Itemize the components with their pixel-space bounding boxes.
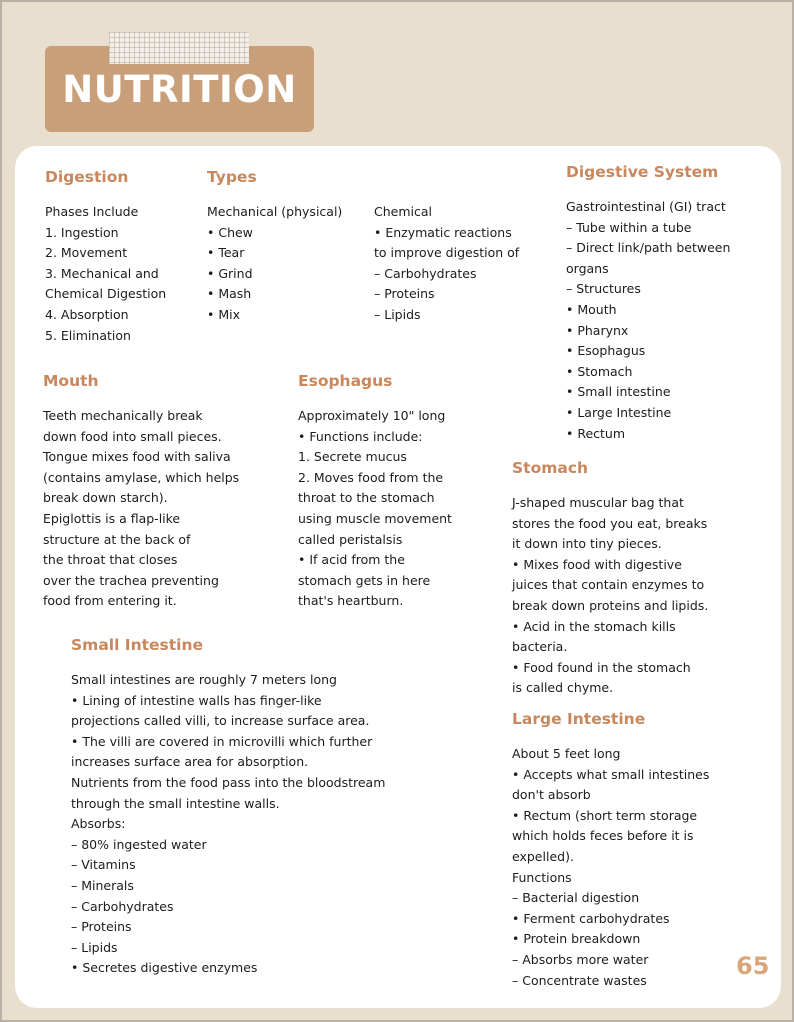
text-line: • Small intestine xyxy=(566,384,671,400)
text-line: • Acid in the stomach kills xyxy=(512,618,676,634)
text-line: – Proteins xyxy=(374,286,435,302)
text-line: 2. Moves food from the xyxy=(298,469,444,485)
text-line: to improve digestion of xyxy=(374,245,520,261)
text-line: is called chyme. xyxy=(512,680,614,696)
text-line: using muscle movement xyxy=(298,510,452,526)
text-line: 2. Movement xyxy=(45,245,128,261)
text-line: that's heartburn. xyxy=(298,593,404,609)
text-line: • Lining of intestine walls has finger-like xyxy=(71,692,322,708)
large-intestine-section xyxy=(512,710,709,991)
text-line: • Pharynx xyxy=(566,322,629,338)
text-line: • Mix xyxy=(207,306,241,322)
text-line: • Grind xyxy=(207,265,253,281)
text-line: it down into tiny pieces. xyxy=(512,536,662,552)
text-line: • Accepts what small intestines xyxy=(512,766,710,782)
text-line: over the trachea preventing xyxy=(43,572,219,588)
text-line: Chemical xyxy=(374,204,432,219)
text-line: 5. Elimination xyxy=(45,327,131,343)
text-line: • Enzymatic reactions xyxy=(374,224,512,240)
text-line: • Stomach xyxy=(566,363,633,379)
stomach-section xyxy=(512,459,708,699)
digestion-section xyxy=(45,168,166,346)
text-line: Teeth mechanically break xyxy=(43,408,203,423)
text-line: Nutrients from the food pass into the bloodstream xyxy=(71,774,386,790)
types-mechanical-lines xyxy=(207,202,342,326)
text-line: • Functions include: xyxy=(298,428,423,444)
text-line: the throat that closes xyxy=(43,552,178,568)
text-line: • Rectum (short term storage xyxy=(512,807,698,823)
text-line: – Lipids xyxy=(71,939,118,955)
text-line: – Minerals xyxy=(71,877,134,893)
text-line: • Food found in the stomach xyxy=(512,659,691,675)
text-line: throat to the stomach xyxy=(298,490,435,506)
types-heading: Types xyxy=(207,168,257,186)
text-line: • If acid from the xyxy=(298,552,405,568)
text-line: Phases Include xyxy=(45,204,139,219)
text-line: • Large Intestine xyxy=(566,404,672,420)
text-line: Functions xyxy=(512,869,572,885)
text-line: – Concentrate wastes xyxy=(512,972,647,988)
text-line: down food into small pieces. xyxy=(43,428,222,444)
text-line: Gastrointestinal (GI) tract xyxy=(566,199,726,214)
text-line: Absorbs: xyxy=(71,816,126,832)
text-line: • Chew xyxy=(207,224,253,240)
text-line: 1. Ingestion xyxy=(45,224,119,240)
text-line: About 5 feet long xyxy=(512,746,621,761)
text-line: 1. Secrete mucus xyxy=(298,449,407,465)
text-line: Tongue mixes food with saliva xyxy=(43,449,231,465)
digestive-system-heading: Digestive System xyxy=(566,163,719,181)
text-line: – Vitamins xyxy=(71,857,136,873)
text-line: J-shaped muscular bag that xyxy=(512,495,684,510)
text-line: organs xyxy=(566,260,609,276)
text-line: projections called villi, to increase surface area. xyxy=(71,713,370,729)
mouth-heading: Mouth xyxy=(43,372,99,390)
text-line: bacteria. xyxy=(512,639,568,655)
text-line: • Rectum xyxy=(566,425,626,441)
text-line: Epiglottis is a flap-like xyxy=(43,510,181,526)
digestion-lines xyxy=(45,202,166,346)
large-intestine-lines xyxy=(512,744,709,991)
text-line: break down proteins and lipids. xyxy=(512,597,709,613)
text-line: Small intestines are roughly 7 meters long xyxy=(71,672,337,687)
text-line: – Bacterial digestion xyxy=(512,890,640,906)
page-title: NUTRITION xyxy=(62,68,297,111)
digestive-system-section xyxy=(566,163,730,444)
small-intestine-heading: Small Intestine xyxy=(71,636,204,654)
types-chemical-lines xyxy=(374,202,519,326)
text-line: called peristalsis xyxy=(298,531,403,547)
text-line: increases surface area for absorption. xyxy=(71,754,309,770)
text-line: juices that contain enzymes to xyxy=(512,577,705,593)
text-line: – 80% ingested water xyxy=(71,836,207,852)
types-section xyxy=(207,168,342,326)
text-line: break down starch). xyxy=(43,490,168,506)
text-line: • Mixes food with digestive xyxy=(512,556,682,572)
text-line: • Mash xyxy=(207,286,252,302)
esophagus-heading: Esophagus xyxy=(298,372,393,390)
esophagus-section xyxy=(298,372,452,612)
large-intestine-heading: Large Intestine xyxy=(512,710,646,728)
small-intestine-lines xyxy=(71,670,385,979)
text-line: – Absorbs more water xyxy=(512,951,649,967)
text-line: – Lipids xyxy=(374,306,421,322)
digestive-system-lines xyxy=(566,197,730,444)
text-line: – Direct link/path between xyxy=(566,240,731,256)
text-line: • Ferment carbohydrates xyxy=(512,910,670,926)
text-line: Approximately 10" long xyxy=(298,408,446,423)
esophagus-lines xyxy=(298,406,452,612)
text-line: Mechanical (physical) xyxy=(207,204,343,219)
text-line: which holds feces before it is xyxy=(512,828,694,844)
page-number: 65 xyxy=(736,952,770,980)
text-line: • Secretes digestive enzymes xyxy=(71,960,258,976)
text-line: stomach gets in here xyxy=(298,572,431,588)
small-intestine-section xyxy=(71,636,385,979)
stomach-heading: Stomach xyxy=(512,459,589,477)
digestion-heading: Digestion xyxy=(45,168,129,186)
text-line: 3. Mechanical and xyxy=(45,265,159,281)
text-line: • Protein breakdown xyxy=(512,931,641,947)
text-line: don't absorb xyxy=(512,787,591,803)
text-line: – Structures xyxy=(566,281,641,297)
text-line: 4. Absorption xyxy=(45,306,129,322)
types-chemical-section xyxy=(374,168,519,326)
text-line: stores the food you eat, breaks xyxy=(512,515,708,531)
text-line: food from entering it. xyxy=(43,593,177,609)
text-line: expelled). xyxy=(512,848,574,864)
text-line: through the small intestine walls. xyxy=(71,795,280,811)
text-line: structure at the back of xyxy=(43,531,191,547)
text-line: • Tear xyxy=(207,245,245,261)
stomach-lines xyxy=(512,493,708,699)
mouth-lines xyxy=(43,406,239,612)
text-line: • Esophagus xyxy=(566,343,646,359)
mouth-section xyxy=(43,372,239,612)
text-line: • Mouth xyxy=(566,301,617,317)
text-line: • The villi are covered in microvilli which further xyxy=(71,733,373,749)
text-line: – Carbohydrates xyxy=(71,898,174,914)
text-line: – Tube within a tube xyxy=(566,219,692,235)
text-line: (contains amylase, which helps xyxy=(43,469,240,485)
text-line: – Carbohydrates xyxy=(374,265,477,281)
washi-tape-decoration xyxy=(109,32,249,64)
text-line: Chemical Digestion xyxy=(45,286,167,302)
text-line: – Proteins xyxy=(71,919,132,935)
